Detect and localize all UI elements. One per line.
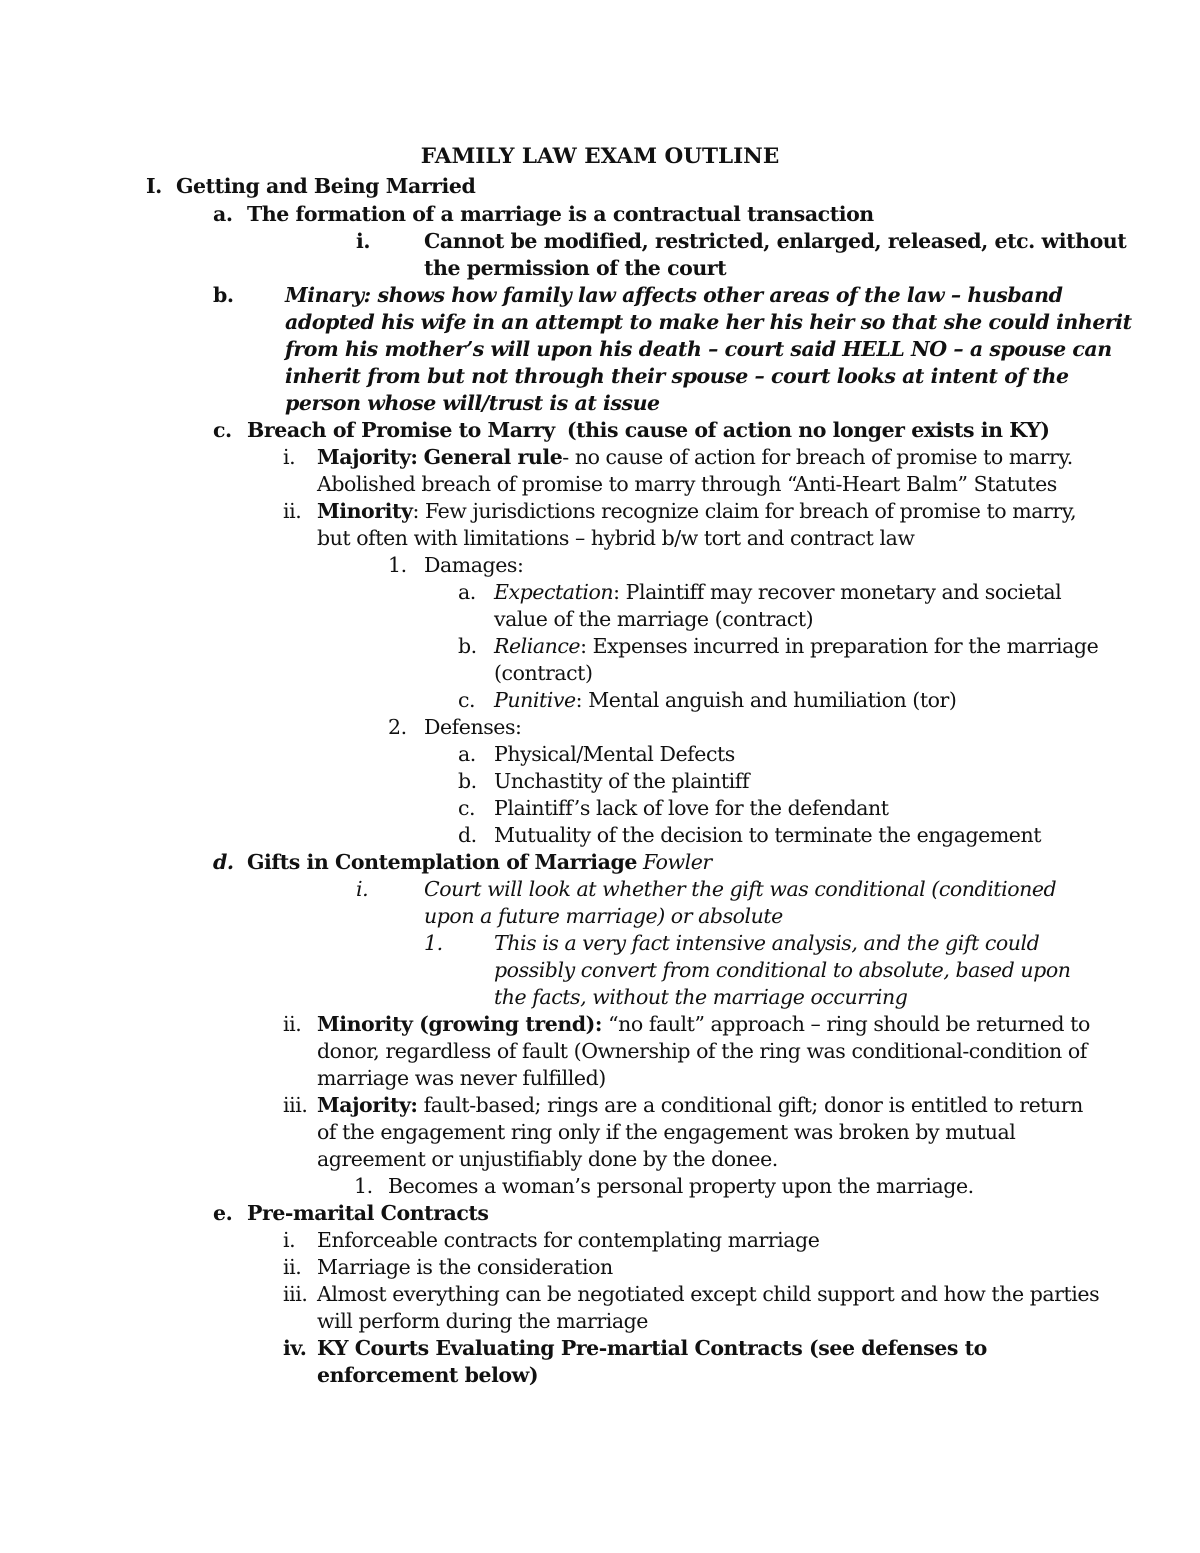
item-marker: iii. bbox=[283, 1093, 308, 1117]
item-heading: Breach of Promise to Marry bbox=[247, 418, 555, 442]
item-text: fault-based; rings are a conditional gift; donor is entitled to return bbox=[423, 1093, 1083, 1117]
outline-item bbox=[494, 579, 1061, 606]
outline-item bbox=[247, 417, 1050, 444]
item-marker: c. bbox=[213, 418, 232, 442]
item-marker: i. bbox=[356, 229, 371, 253]
outline-item: of the engagement ring only if the engagement was broken by mutual bbox=[317, 1120, 1016, 1144]
item-marker: 2. bbox=[388, 715, 407, 739]
outline-item: Marriage is the consideration bbox=[317, 1255, 613, 1279]
item-marker: i. bbox=[283, 445, 296, 469]
item-text: : Plaintiff may recover monetary and societal bbox=[613, 580, 1062, 604]
outline-item: Unchastity of the plaintiff bbox=[494, 769, 750, 793]
item-text: : Expenses incurred in preparation for the marriage bbox=[580, 634, 1099, 658]
case-note: adopted his wife in an attempt to make her his heir so that she could inherit bbox=[285, 310, 1132, 334]
item-marker: iii. bbox=[283, 1282, 308, 1306]
item-marker: 1. bbox=[388, 553, 407, 577]
item-marker: 1. bbox=[424, 931, 443, 955]
outline-item bbox=[317, 444, 1073, 471]
outline-item: Mutuality of the decision to terminate the engagement bbox=[494, 823, 1042, 847]
section-heading: Getting and Being Married bbox=[176, 174, 476, 198]
section-marker: I. bbox=[146, 174, 162, 198]
item-marker: b. bbox=[458, 634, 477, 658]
item-text: : Few jurisdictions recognize claim for breach of promise to marry, bbox=[412, 499, 1077, 523]
outline-item: upon a future marriage) or absolute bbox=[424, 904, 783, 928]
outline-item: the facts, without the marriage occurring bbox=[494, 985, 908, 1009]
outline-item: Plaintiff’s lack of love for the defendant bbox=[494, 796, 889, 820]
case-note: Minary: shows how family law affects other areas of the law – husband bbox=[285, 283, 1063, 307]
label-minority: Minority bbox=[317, 499, 413, 523]
item-marker: i. bbox=[356, 877, 369, 901]
outline-item: Becomes a woman’s personal property upon the marriage. bbox=[388, 1174, 974, 1198]
item-marker: iv. bbox=[283, 1336, 307, 1360]
outline-item: Court will look at whether the gift was conditional (conditioned bbox=[424, 877, 1057, 901]
outline-item: Enforceable contracts for contemplating marriage bbox=[317, 1228, 820, 1252]
outline-item bbox=[247, 849, 712, 876]
item-marker: b. bbox=[213, 283, 234, 307]
label-majority: Majority: bbox=[317, 1093, 418, 1117]
outline-item: possibly convert from conditional to absolute, based upon bbox=[494, 958, 1071, 982]
outline-item: Physical/Mental Defects bbox=[494, 742, 735, 766]
item-heading: Gifts in Contemplation of Marriage bbox=[247, 850, 637, 874]
outline-item: Damages: bbox=[424, 553, 524, 577]
outline-item: value of the marriage (contract) bbox=[494, 607, 814, 631]
item-marker: a. bbox=[213, 202, 233, 226]
outline-item: Abolished breach of promise to marry through “Anti-Heart Balm” Statutes bbox=[317, 472, 1057, 496]
item-text: “no fault” approach – ring should be returned to bbox=[608, 1012, 1090, 1036]
item-marker: c. bbox=[458, 796, 476, 820]
outline-item bbox=[494, 687, 956, 714]
case-name: Fowler bbox=[643, 850, 712, 874]
outline-item: This is a very fact intensive analysis, and the gift could bbox=[494, 931, 1040, 955]
term: Punitive bbox=[494, 688, 576, 712]
item-marker: ii. bbox=[283, 1012, 302, 1036]
item-marker: 1. bbox=[354, 1174, 373, 1198]
outline-item: The formation of a marriage is a contractual transaction bbox=[247, 202, 874, 226]
outline-item: marriage was never fulfilled) bbox=[317, 1066, 606, 1090]
item-marker: i. bbox=[283, 1228, 296, 1252]
outline-item: (contract) bbox=[494, 661, 593, 685]
item-marker: b. bbox=[458, 769, 477, 793]
case-note: inherit from but not through their spouse – court looks at intent of the bbox=[285, 364, 1069, 388]
outline-item bbox=[317, 1011, 1090, 1038]
outline-item: Defenses: bbox=[424, 715, 522, 739]
outline-item: donor, regardless of fault (Ownership of the ring was conditional-condition of bbox=[317, 1039, 1087, 1063]
page-title: FAMILY LAW EXAM OUTLINE bbox=[420, 144, 780, 169]
item-heading: Pre-marital Contracts bbox=[247, 1201, 489, 1225]
outline-item: Almost everything can be negotiated except child support and how the parties bbox=[317, 1282, 1100, 1306]
item-marker: c. bbox=[458, 688, 476, 712]
label-minority-trend: Minority (growing trend): bbox=[317, 1012, 603, 1036]
item-marker: d. bbox=[458, 823, 477, 847]
item-marker: a. bbox=[458, 742, 476, 766]
item-marker: e. bbox=[213, 1201, 233, 1225]
outline-item: agreement or unjustifiably done by the donee. bbox=[317, 1147, 778, 1171]
outline-item bbox=[317, 1092, 1083, 1119]
case-note: from his mother’s will upon his death – court said HELL NO – a spouse can bbox=[285, 337, 1112, 361]
item-note: (this cause of action no longer exists in KY) bbox=[566, 418, 1050, 442]
label-general-rule: General rule bbox=[423, 445, 563, 469]
outline-item: but often with limitations – hybrid b/w tort and contract law bbox=[317, 526, 915, 550]
item-text: - no cause of action for breach of promise to marry. bbox=[562, 445, 1073, 469]
item-marker: ii. bbox=[283, 1255, 302, 1279]
label-majority: Majority: bbox=[317, 445, 418, 469]
outline-item: the permission of the court bbox=[424, 256, 727, 280]
item-text: : Mental anguish and humiliation (tor) bbox=[575, 688, 957, 712]
term: Reliance bbox=[494, 634, 581, 658]
item-marker: a. bbox=[458, 580, 476, 604]
case-note: person whose will/trust is at issue bbox=[285, 391, 660, 415]
outline-item bbox=[494, 633, 1098, 660]
outline-item: KY Courts Evaluating Pre-martial Contracts (see defenses to bbox=[317, 1336, 987, 1360]
outline-item bbox=[317, 498, 1076, 525]
outline-item: Cannot be modified, restricted, enlarged, released, etc. without bbox=[424, 229, 1127, 253]
term: Expectation bbox=[494, 580, 614, 604]
outline-item: enforcement below) bbox=[317, 1363, 539, 1387]
item-marker: ii. bbox=[283, 499, 302, 523]
item-marker: d. bbox=[213, 850, 234, 874]
outline-item: will perform during the marriage bbox=[317, 1309, 648, 1333]
